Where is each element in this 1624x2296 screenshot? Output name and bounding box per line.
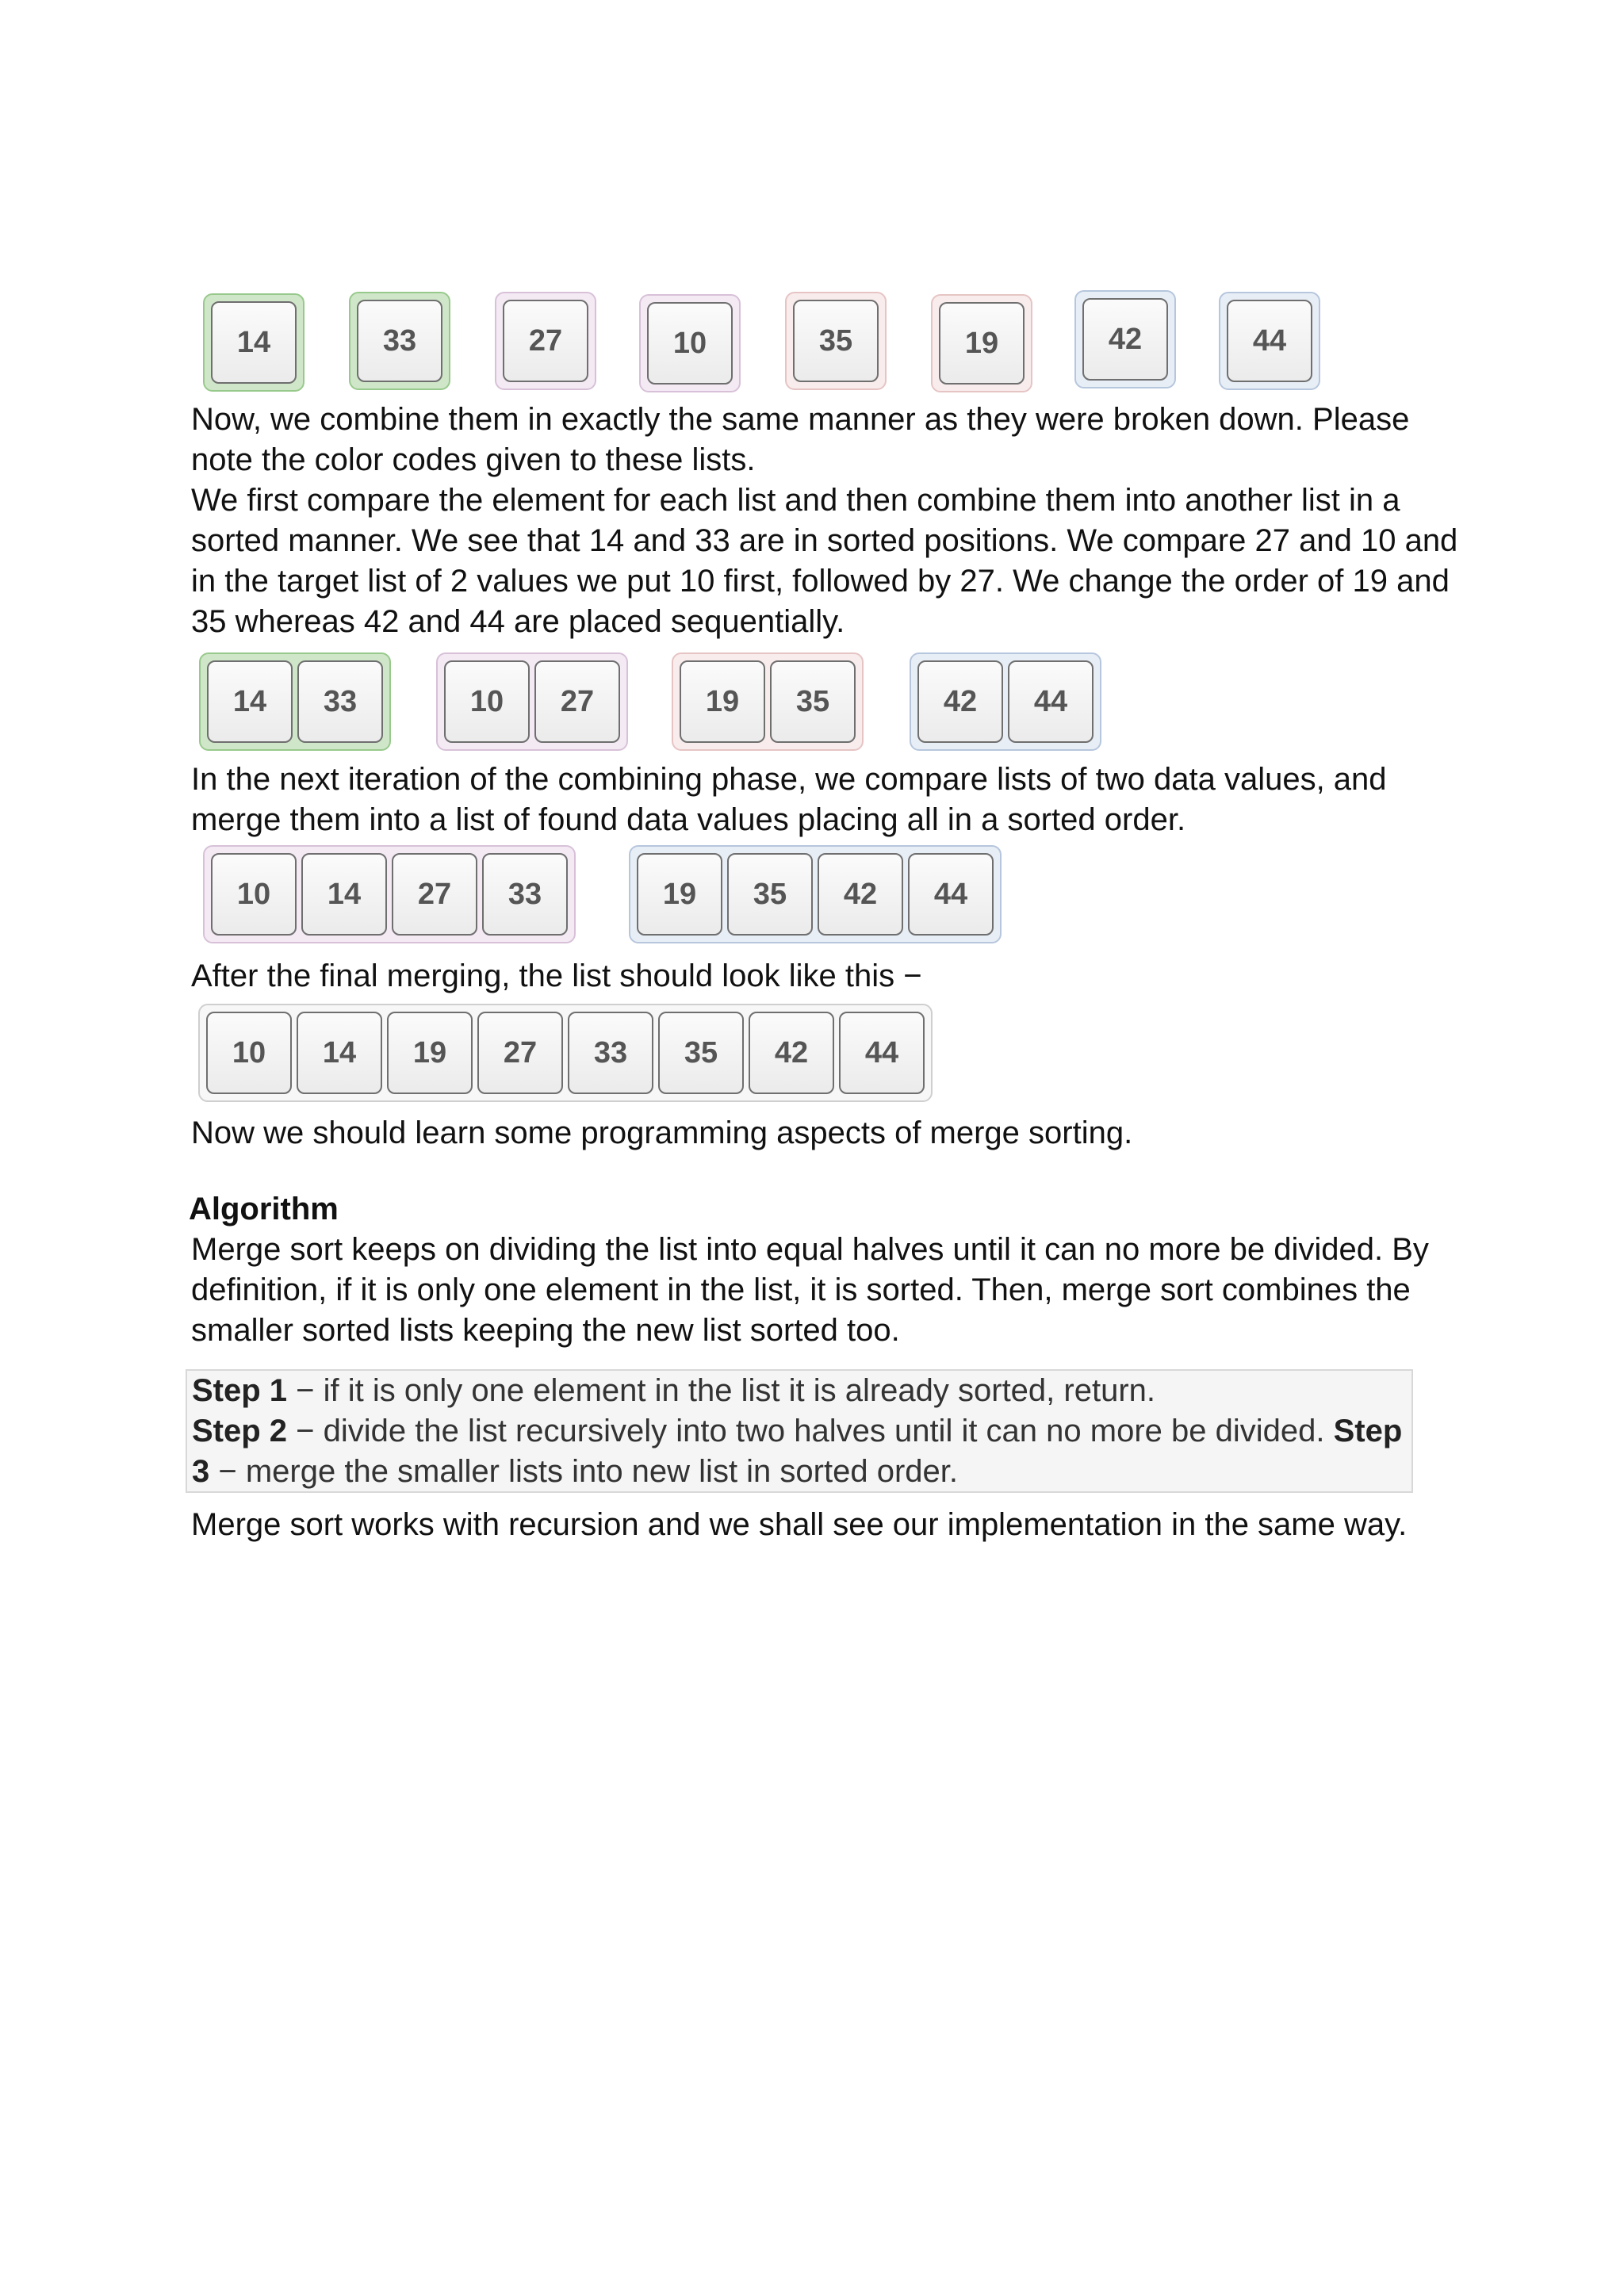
list-cell: 42 [917, 660, 1003, 743]
list-cell: 44 [1227, 300, 1312, 382]
pair-list-2 [436, 652, 628, 751]
list-cell: 33 [357, 300, 442, 382]
step-2-label: Step 2 [192, 1414, 288, 1448]
list-cell: 14 [207, 660, 293, 743]
paragraph-next-iteration: In the next iteration of the combining phase, we compare lists of two data values, and merge them into a list of found data values placing all in a sorted order. [191, 762, 1387, 837]
list-cell: 19 [680, 660, 765, 743]
list-box-6 [931, 294, 1032, 392]
list-cell: 19 [387, 1012, 473, 1094]
list-cell: 44 [1008, 660, 1094, 743]
list-box-7 [1074, 290, 1176, 388]
paragraph-combine-intro: Now, we combine them in exactly the same manner as they were broken down. Please note the color codes given to these lists. [191, 402, 1410, 477]
list-box-8 [1219, 292, 1320, 390]
paragraph-compare-explanation: We first compare the element for each list and then combine them into another list in a sorted manner. We see that 14 and 33 are in sorted positions. We compare 27 and 10 and in the target list of 2 values we put 10 first, followed by 27. We change the order of 19 and 35 whereas 42 and 44 are placed sequentially. [191, 483, 1458, 639]
merged-list [198, 1004, 933, 1102]
list-cell: 35 [727, 853, 813, 936]
list-cell: 19 [939, 302, 1025, 385]
paragraph-algorithm-description: Merge sort keeps on dividing the list into equal halves until it can no more be divided. By definition, if it is only one element in the list, it is sorted. Then, merge sort combines the smaller sorted lists keeping the new list sorted too. [191, 1232, 1429, 1348]
list-cell: 19 [637, 853, 722, 936]
list-cell: 33 [568, 1012, 653, 1094]
list-box-1 [203, 293, 304, 392]
list-cell: 27 [477, 1012, 563, 1094]
step-1-line [192, 1371, 1407, 1411]
step-3-line [192, 1452, 1407, 1492]
algorithm-heading: Algorithm [189, 1192, 339, 1226]
quad-list-1 [203, 845, 576, 943]
step-3-text: − merge the smaller lists into new list in sorted order. [209, 1454, 958, 1489]
pair-list-1 [199, 652, 391, 751]
list-cell: 10 [444, 660, 530, 743]
paragraph-programming-aspects: Now we should learn some programming aspects of merge sorting. [191, 1115, 1133, 1150]
list-cell: 42 [818, 853, 903, 936]
list-cell: 42 [1082, 298, 1168, 381]
list-cell: 27 [503, 300, 588, 382]
step-3-label-part-b: 3 [192, 1454, 210, 1489]
step-3-label-part-a: Step [1333, 1414, 1403, 1448]
list-box-3 [495, 292, 596, 390]
list-cell: 35 [793, 300, 879, 382]
pair-list-3 [672, 652, 864, 751]
list-cell: 44 [908, 853, 994, 936]
step-1-label: Step 1 [192, 1373, 288, 1408]
list-cell: 27 [534, 660, 620, 743]
list-cell: 10 [206, 1012, 292, 1094]
algorithm-steps-box [186, 1369, 1413, 1493]
list-cell: 35 [658, 1012, 744, 1094]
list-cell: 27 [392, 853, 477, 936]
step-1-text: − if it is only one element in the list it is already sorted, return. [287, 1373, 1156, 1408]
list-cell: 14 [301, 853, 387, 936]
list-cell: 35 [770, 660, 856, 743]
step-2-line [192, 1411, 1407, 1452]
list-cell: 10 [211, 853, 297, 936]
list-cell: 33 [297, 660, 383, 743]
paragraph-final-merge: After the final merging, the list should look like this − [191, 959, 922, 993]
list-cell: 44 [839, 1012, 925, 1094]
list-cell: 14 [297, 1012, 382, 1094]
list-box-4 [639, 294, 741, 392]
paragraph-recursion-note: Merge sort works with recursion and we shall see our implementation in the same way. [191, 1507, 1408, 1542]
list-cell: 42 [749, 1012, 834, 1094]
list-cell: 33 [482, 853, 568, 936]
list-cell: 14 [211, 301, 297, 384]
list-box-5 [785, 292, 887, 390]
pair-list-4 [910, 652, 1101, 751]
quad-list-2 [629, 845, 1002, 943]
list-box-2 [349, 292, 450, 390]
step-2-text: − divide the list recursively into two halves until it can no more be divided. [287, 1414, 1334, 1448]
list-cell: 10 [647, 302, 733, 385]
